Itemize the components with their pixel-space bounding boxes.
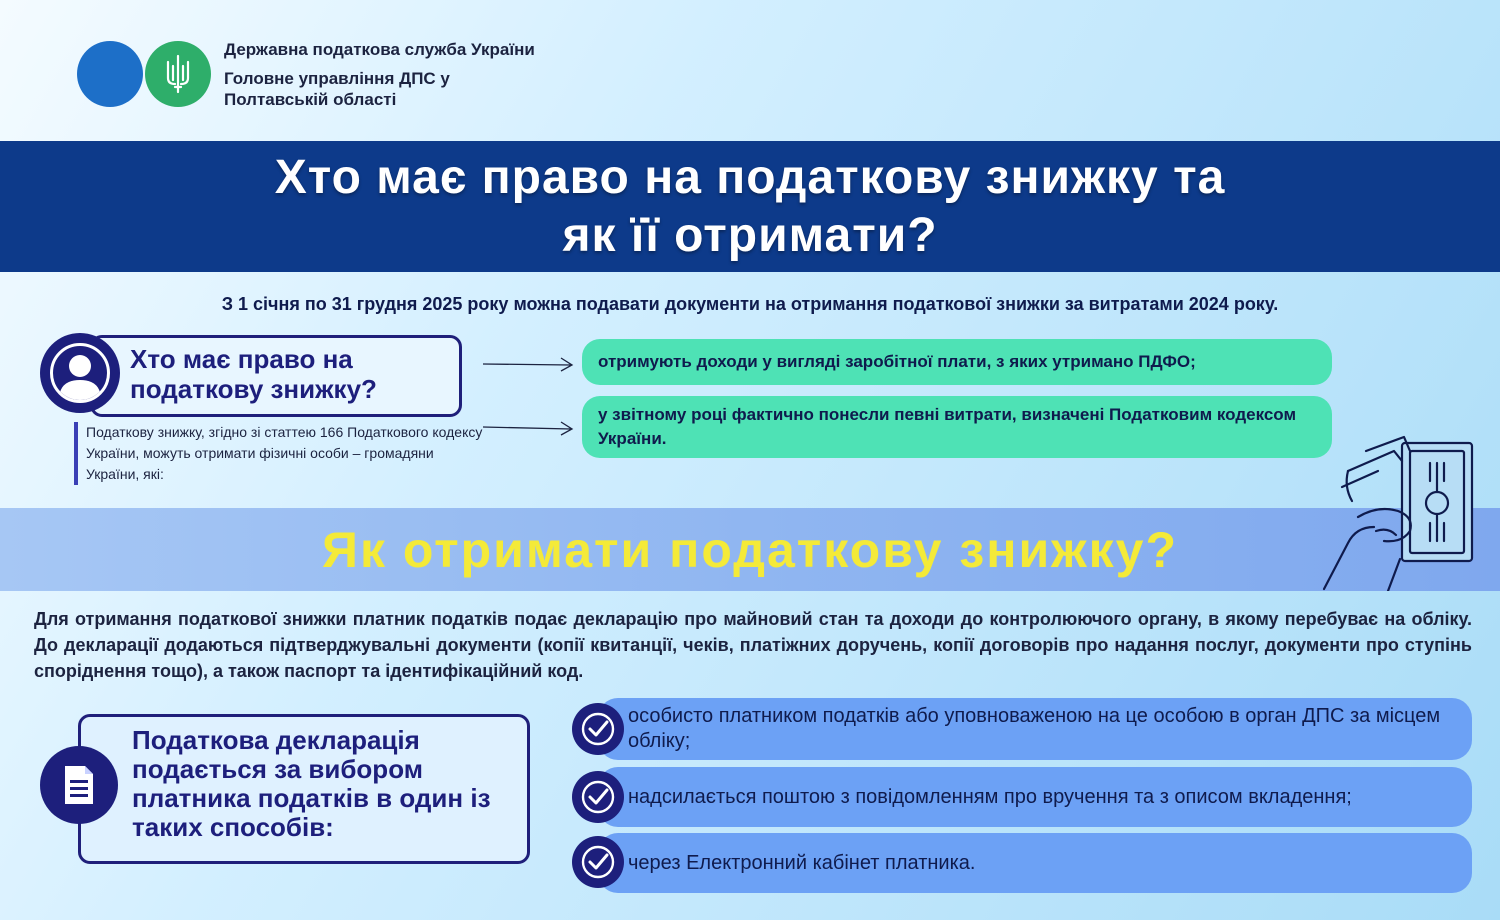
document-icon: [40, 746, 118, 824]
article-note: Податкову знижку, згідно зі статтею 166 Податкового кодексу України, можуть отримати фізичні особи – громадяни України, які:: [74, 422, 486, 485]
declaration-title: Податкова декларація подається за вибором платника податків в один із таких способів:: [132, 725, 491, 842]
trident-icon: [145, 41, 211, 107]
how-paragraph: Для отримання податкової знижки платник податків подає декларацію про майновий стан та доходи до контролюючого органу, в якому перебуває на обліку. До декларації додаються підтверджувальні документи (копії квитанції, чеків, платіжних доручень, копії договорів про надання послуг, документи про ступінь споріднення тощо), а також паспорт та ідентифікаційний код.: [34, 609, 1472, 681]
date-line: З 1 січня по 31 грудня 2025 року можна подавати документи на отримання податкової знижки за витратами 2024 року.: [221, 294, 1279, 314]
checkmark-icon: [572, 771, 624, 823]
user-icon: [40, 333, 120, 413]
who-has-right-title: Хто має право на податкову знижку?: [130, 344, 377, 404]
condition-item: отримують доходи у вигляді заробітної плати, з яких утримано ПДФО;: [582, 339, 1332, 385]
arrow-right-icon: [483, 421, 575, 439]
submission-option: через Електронний кабінет платника.: [598, 833, 1472, 893]
submission-option: особисто платником податків або уповноваженою на це особою в орган ДПС за місцем обліку;: [598, 698, 1472, 760]
dps-logo-circle: [77, 41, 143, 107]
checkmark-icon: [572, 703, 624, 755]
title-band: [0, 141, 1500, 272]
checkmark-icon: [572, 836, 624, 888]
how-title: Як отримати податкову знижку?: [322, 522, 1178, 578]
money-hand-icon: [1318, 431, 1478, 591]
arrow-right-icon: [483, 356, 575, 374]
page-title: Хто має право на податкову знижку та як її отримати?: [274, 150, 1226, 262]
submission-option: надсилається поштою з повідомленням про вручення та з описом вкладення;: [598, 767, 1472, 827]
condition-item: у звітному році фактично понесли певні витрати, визначені Податковим кодексом України.: [582, 396, 1332, 458]
org-name: Державна податкова служба України: [224, 40, 535, 59]
org-subdivision: Головне управління ДПС у Полтавській області: [224, 69, 450, 109]
